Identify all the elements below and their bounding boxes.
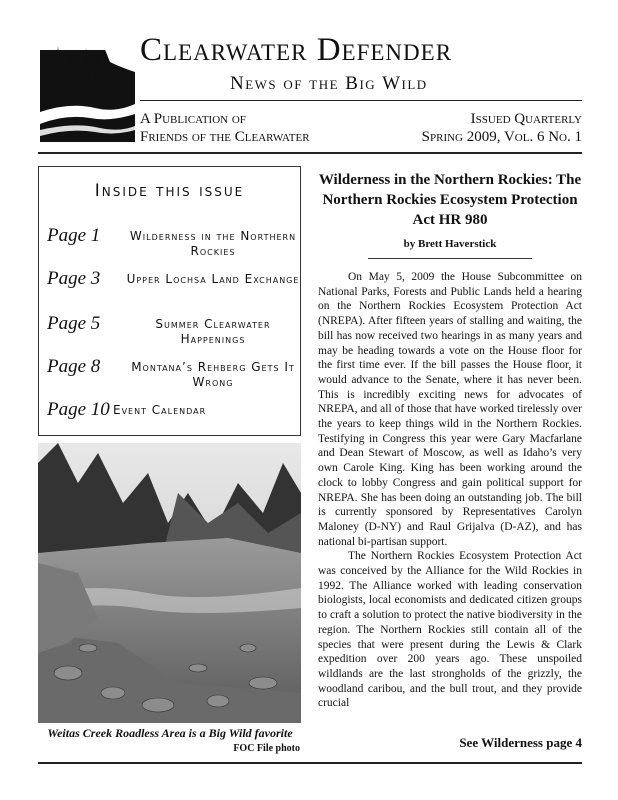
toc-page: Page 5 bbox=[47, 313, 101, 334]
article-byline: by Brett Haverstick bbox=[403, 238, 497, 250]
toc-desc: Wilderness in the Northern Rockies bbox=[129, 229, 297, 258]
forest-river-logo bbox=[40, 42, 135, 142]
pub-line-1: A Publication of bbox=[140, 111, 246, 127]
toc-desc: Summer Clearwater Happenings bbox=[155, 317, 271, 346]
inside-heading: Inside this issue bbox=[94, 181, 245, 201]
publication-info bbox=[140, 110, 310, 146]
continued-jump-link[interactable]: See Wilderness page 4 bbox=[459, 735, 582, 750]
inside-this-issue-box bbox=[38, 166, 301, 436]
toc-page: Page 10 bbox=[47, 399, 110, 420]
header-rule bbox=[38, 152, 582, 154]
toc-desc: Event Calendar bbox=[113, 403, 207, 417]
toc-page: Page 1 bbox=[47, 225, 101, 246]
article-title: Wilderness in the Northern Rockies: The Northern Rockies Ecosystem Protection Act HR 980 bbox=[318, 172, 582, 228]
issue-info bbox=[380, 110, 582, 146]
article-body bbox=[318, 270, 582, 711]
footer-rule bbox=[38, 762, 582, 764]
article-paragraph: On May 5, 2009 the House Subcommittee on National Parks, Forests and Public Lands held a hearing on the Northern Rockies Ecosystem Protection Act (NREPA). After fifteen years of stalling and waiting, the bill has now received two hearings in as many years and may be heading towards a vote on the House floor for the first time ever. If the bill passes the House floor, it would advance to the Senate, where it has never been. This is incredibly exciting news for advocates of NREPA, and all of those that have worked tirelessly over the years to keep things wild in the Northern Rockies. Testifying in Congress this year were Gary Macfarlane and Dean Stewart of Moscow, as well as Idaho’s very own Carole King. King has been working around the clock to lobby Congress and gain political support for NREPA. She has been doing an outstanding job. The bill is currently sponsored by Representatives Carolyn Maloney (D-NY) and Raul Grijalva (D-AZ), and has national bi-partisan support. bbox=[318, 271, 582, 548]
photo-credit: FOC File photo bbox=[233, 743, 300, 754]
toc-desc: Montana’s Rehberg Gets It Wrong bbox=[131, 360, 295, 389]
byline-rule bbox=[368, 258, 532, 259]
article-paragraph: The Northern Rockies Ecosystem Protection Act was conceived by the Alliance for the Wild Rockies in 1992. The Alliance worked with leading conservation biologists, local economists and dedicated citizen groups to craft a solution to protect the native biodiversity in the region. The Northern Rockies still contain all of the species that were present during the Lewis & Clark expedition over 200 years ago. These unspoiled wildlands are the last strongholds of the grizzly, the woodland caribou, and the bull trout, and they provide crucial bbox=[318, 550, 582, 710]
creek-photo bbox=[38, 443, 301, 723]
issue-line-1: Issued Quarterly bbox=[470, 111, 582, 127]
pub-line-2: Friends of the Clearwater bbox=[140, 129, 310, 145]
masthead-divider bbox=[140, 100, 582, 101]
masthead-subtitle: News of the Big Wild bbox=[230, 73, 428, 94]
toc-page: Page 8 bbox=[47, 356, 101, 377]
toc-page: Page 3 bbox=[47, 268, 101, 289]
toc-desc: Upper Lochsa Land Exchange bbox=[126, 272, 300, 286]
photo-caption: Weitas Creek Roadless Area is a Big Wild favorite bbox=[47, 726, 293, 740]
issue-line-2: Spring 2009, Vol. 6 No. 1 bbox=[421, 129, 582, 145]
masthead-title: Clearwater Defender bbox=[140, 32, 453, 68]
